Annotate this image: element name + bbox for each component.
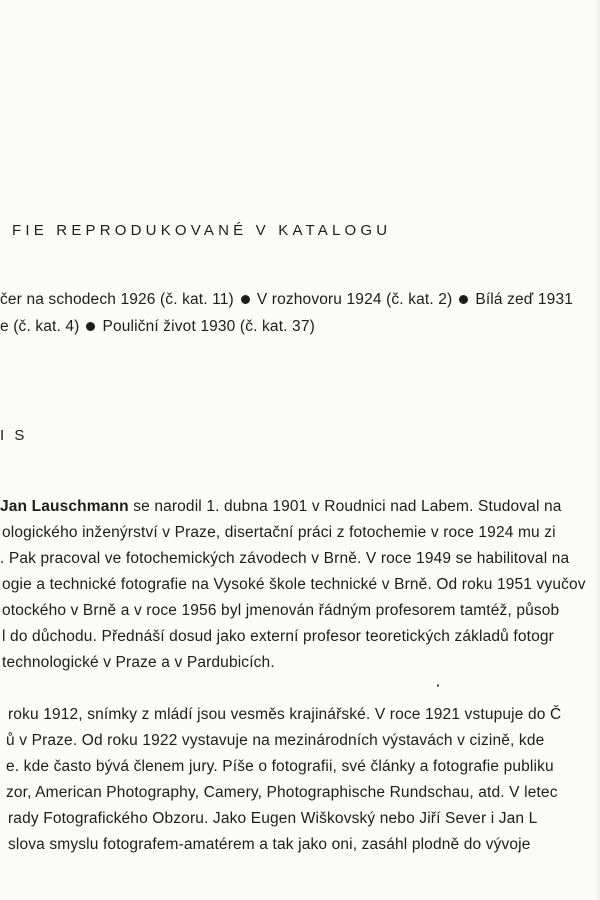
bio-line: l do důchodu. Přednáší dosud jako externí profesor teoretických základů fotogr [2, 628, 554, 645]
bio-line: ogie a technické fotografie na Vysoké škole technické v Brně. Od roku 1951 vyučov [2, 576, 586, 593]
catalog-entry: Pouliční život 1930 (č. kat. 37) [102, 318, 315, 335]
bio-line: ologického inženýrství v Praze, disertační práci z fotochemie v roce 1924 mu zi [2, 524, 556, 541]
bio-line: otockého v Brně a v roce 1956 byl jmenován řádným profesorem tamtéž, působ [2, 602, 560, 619]
print-speck [437, 684, 439, 687]
author-name: Jan Lauschmann [0, 498, 129, 515]
catalog-list-row-1 [0, 291, 573, 309]
catalog-list-row-2 [0, 318, 315, 336]
bio-line: ů v Praze. Od roku 1922 vystavuje na mezinárodních výstavách v cizině, kde [6, 732, 545, 749]
bullet-icon [459, 295, 468, 304]
section-heading: FIE REPRODUKOVANÉ V KATALOGU [12, 222, 392, 239]
page-edge-shadow [594, 0, 600, 900]
bio-line: roku 1912, snímky z mládí jsou vesměs krajinářské. V roce 1921 vstupuje do Č [8, 706, 562, 723]
bio-line: rady Fotografického Obzoru. Jako Eugen Wiškovský nebo Jiří Sever i Jan L [8, 810, 538, 827]
bio-line: . Pak pracoval ve fotochemických závodech v Brně. V roce 1949 se habilitoval na [0, 550, 570, 567]
catalog-entry: čer na schodech 1926 (č. kat. 11) [0, 291, 234, 308]
biography-heading: I S [0, 427, 28, 444]
bullet-icon [241, 295, 250, 304]
bio-line: slova smyslu fotografem-amatérem a tak jako oni, zasáhl plodně do vývoje [8, 836, 531, 853]
bio-text: se narodil 1. dubna 1901 v Roudnici nad Labem. Studoval na [133, 498, 562, 515]
bio-line: technologické v Praze a v Pardubicích. [2, 654, 275, 671]
catalog-entry: Bílá zeď 1931 [475, 291, 573, 308]
bullet-icon [86, 322, 95, 331]
bio-line-1 [0, 498, 562, 516]
catalog-entry: e (č. kat. 4) [0, 318, 80, 335]
bio-line: e. kde často bývá členem jury. Píše o fotografii, své články a fotografie publiku [6, 758, 554, 775]
catalog-entry: V rozhovoru 1924 (č. kat. 2) [256, 291, 453, 308]
bio-line: zor, American Photography, Camery, Photographische Rundschau, atd. V letec [6, 784, 558, 801]
